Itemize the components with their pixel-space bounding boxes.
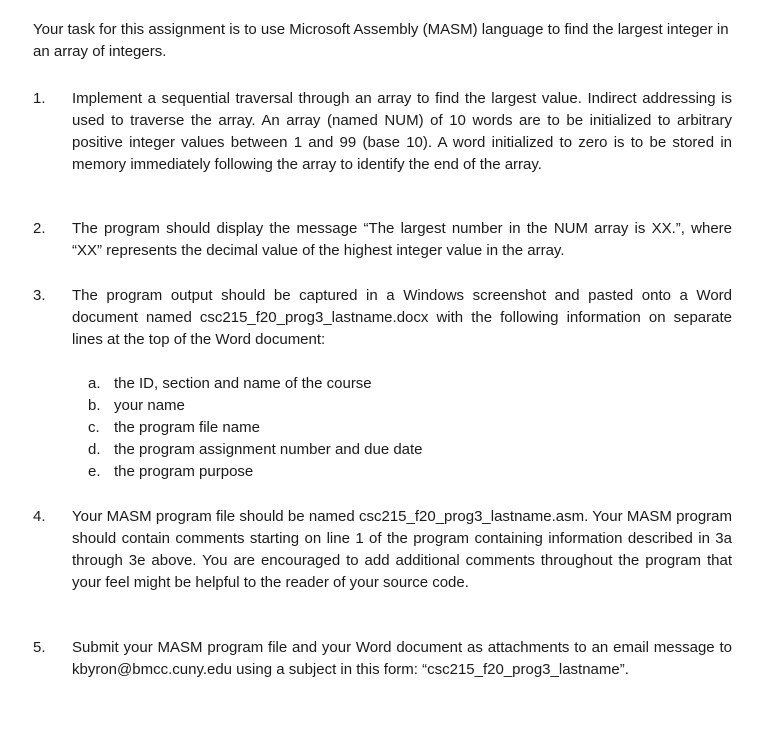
list-item-text: Submit your MASM program file and your Word document as attachments to an email message to kbyron@bmcc.cuny.edu using a subject in this form: “csc215_f20_prog3_lastname”. bbox=[72, 639, 732, 678]
sublist bbox=[88, 373, 688, 483]
sublist-letter: a. bbox=[88, 375, 101, 392]
list-number: 2. bbox=[33, 220, 46, 237]
sublist-item-b bbox=[88, 395, 688, 417]
sublist-text: the program file name bbox=[114, 419, 260, 436]
list-number: 3. bbox=[33, 287, 46, 304]
list-item-text: The program output should be captured in a Windows screenshot and pasted onto a Word document named csc215_f20_prog3_lastname.docx with the following information on separate lines at the top of the Word document: bbox=[72, 287, 732, 348]
sublist-item-a bbox=[88, 373, 688, 395]
sublist-text: the program assignment number and due date bbox=[114, 441, 423, 458]
sublist-item-c bbox=[88, 417, 688, 439]
sublist-letter: c. bbox=[88, 419, 100, 436]
sublist-letter: b. bbox=[88, 397, 101, 414]
sublist-text: the ID, section and name of the course bbox=[114, 375, 372, 392]
list-number: 4. bbox=[33, 508, 46, 525]
list-item-text: Implement a sequential traversal through an array to find the largest value. Indirect addressing is used to traverse the array. An array (named NUM) of 10 words are to be initialized to arbitrary positive integer values between 1 and 99 (base 10). A word initialized to zero is to be stored in memory immediately following the array to identify the end of the array. bbox=[72, 90, 732, 173]
list-item-text: The program should display the message “The largest number in the NUM array is XX.”, where “XX” represents the decimal value of the highest integer value in the array. bbox=[72, 220, 732, 259]
sublist-text: the program purpose bbox=[114, 463, 254, 480]
list-number: 5. bbox=[33, 639, 46, 656]
intro-paragraph: Your task for this assignment is to use Microsoft Assembly (MASM) language to find the largest integer in an array of integers. bbox=[33, 21, 729, 60]
sublist-letter: e. bbox=[88, 463, 101, 480]
list-item-text: Your MASM program file should be named csc215_f20_prog3_lastname.asm. Your MASM program should contain comments starting on line 1 of the program containing information described in 3a through 3e above. You are encouraged to add additional comments throughout the program that your feel might be helpful to the reader of your source code. bbox=[72, 508, 732, 591]
sublist-item-e bbox=[88, 461, 688, 483]
sublist-letter: d. bbox=[88, 441, 101, 458]
list-number: 1. bbox=[33, 90, 46, 107]
sublist-item-d bbox=[88, 439, 688, 461]
sublist-text: your name bbox=[114, 397, 185, 414]
